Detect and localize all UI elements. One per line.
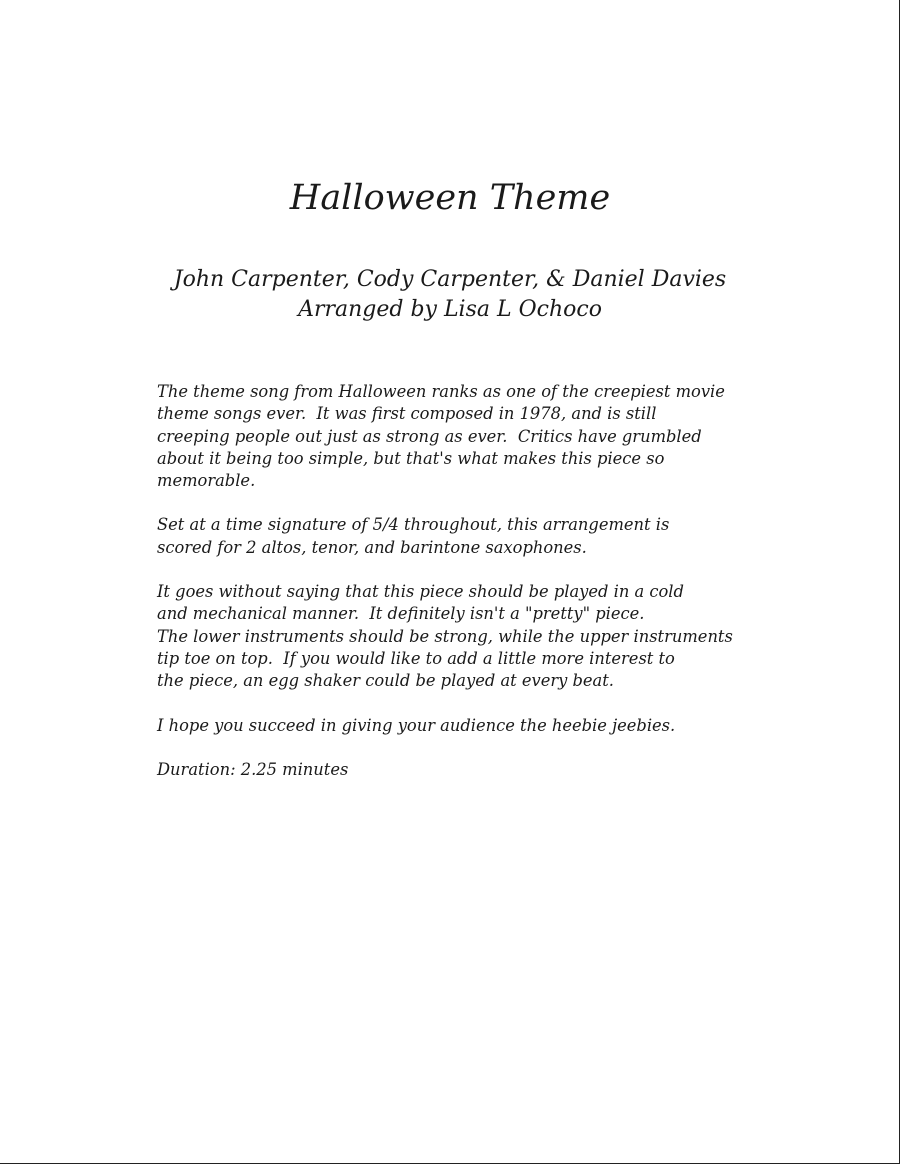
- notes-line: memorable.: [157, 471, 256, 491]
- credits-block: [0, 265, 900, 325]
- notes-paragraph-performance: [157, 581, 837, 692]
- notes-line: tip toe on top. If you would like to add a little more interest to: [157, 648, 675, 668]
- program-notes: [157, 381, 837, 803]
- duration-text: [157, 759, 837, 781]
- notes-line: about it being too simple, but that's what makes this piece so: [157, 448, 665, 468]
- notes-line: Duration: 2.25 minutes: [157, 759, 349, 779]
- notes-line: scored for 2 altos, tenor, and barintone saxophones.: [157, 537, 587, 557]
- arranger-line: Arranged by Lisa L Ochoco: [298, 297, 602, 322]
- notes-line: I hope you succeed in giving your audience the heebie jeebies.: [157, 715, 676, 735]
- page-title: Halloween Theme: [289, 178, 611, 218]
- notes-line: creeping people out just as strong as ever. Critics have grumbled: [157, 426, 702, 446]
- notes-paragraph-intro: [157, 381, 837, 492]
- notes-line: The theme song from Halloween ranks as one of the creepiest movie: [157, 382, 725, 401]
- composers-line: John Carpenter, Cody Carpenter, & Daniel Davies: [173, 267, 727, 292]
- notes-paragraph-instrumentation: [157, 514, 837, 559]
- notes-paragraph-closing: [157, 715, 837, 737]
- notes-line: The lower instruments should be strong, while the upper instruments: [157, 626, 733, 646]
- notes-line: Set at a time signature of 5/4 throughout, this arrangement is: [157, 515, 670, 535]
- notes-line: and mechanical manner. It definitely isn't a "pretty" piece.: [157, 604, 645, 624]
- notes-line: the piece, an egg shaker could be played at every beat.: [157, 671, 614, 691]
- notes-line: It goes without saying that this piece should be played in a cold: [157, 582, 684, 602]
- notes-line: theme songs ever. It was first composed in 1978, and is still: [157, 404, 657, 424]
